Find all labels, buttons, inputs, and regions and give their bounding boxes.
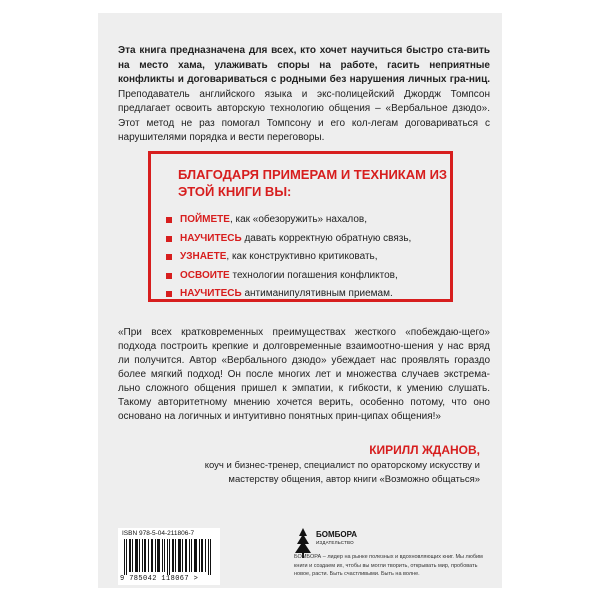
benefit-keyword: НАУЧИТЕСЬ [180, 232, 242, 244]
endorser-description: коуч и бизнес-тренер, специалист по ораторскому искусству и мастерству общения, автор книги «Возможно общаться» [204, 460, 480, 485]
bullet-square-icon [166, 236, 172, 242]
benefit-item [165, 212, 450, 230]
intro-sentence-1: Эта книга предназначена для всех, кто хочет научиться быстро ста-вить на место хама, улаживать споры на работе, гасить неприятные конфликты и договариваться с родными без нарушения личных гра-ниц. [118, 45, 490, 85]
barcode-icon [124, 539, 214, 575]
barcode-digits: 9 785042 118067 > [120, 575, 199, 583]
benefits-heading: БЛАГОДАРЯ ПРИМЕРАМ И ТЕХНИКАМ ИЗ ЭТОЙ КНИГИ ВЫ: [178, 167, 448, 199]
benefit-keyword: УЗНАЕТЕ [180, 251, 227, 262]
benefit-keyword: НАУЧИТЕСЬ [180, 288, 242, 299]
benefit-item [165, 249, 450, 267]
bullet-square-icon [166, 254, 172, 260]
publisher-description: БОМБОРА – лидер на рынке полезных и вдохновляющих книг. Мы любим книги и создаем их, чтобы вы могли творить, открывать мир, пробовать новое, расти. Быть счастливыми. Быть на волне. [294, 554, 483, 577]
benefits-box [148, 151, 453, 302]
endorser-name: КИРИЛЛ ЖДАНОВ, [369, 443, 480, 457]
benefit-item [165, 286, 450, 304]
benefit-item [165, 268, 450, 286]
intro-paragraph [118, 44, 490, 146]
bullet-square-icon [166, 273, 172, 279]
benefit-text: антиманипулятивным приемам. [241, 288, 393, 299]
isbn-number: ISBN 978-5-04-211806-7 [122, 530, 195, 537]
benefit-keyword: ПОЙМЕТЕ [180, 214, 230, 225]
benefit-item [165, 231, 450, 249]
intro-sentence-2: Преподаватель английского языка и экс-полицейский Джордж Томпсон предлагает освоить авторскую технологию общения – «Вербальное дзюдо». Этот метод не раз помогал Томпсону и его кол-легам договариваться с нарушителями порядка и вести переговоры. [118, 88, 490, 143]
isbn-barcode [118, 528, 220, 585]
benefits-list [165, 212, 450, 305]
publisher-logo-subtitle: ИЗДАТЕЛЬСТВО [316, 540, 354, 545]
benefit-keyword: ОСВОИТЕ [180, 269, 230, 281]
benefit-text: технологии погашения конфликтов, [229, 269, 398, 281]
publisher-logo-name: БОМБОРА [316, 530, 358, 539]
benefit-text: давать корректную обратную связь, [241, 232, 412, 244]
benefit-text: , как конструктивно критиковать, [226, 251, 378, 262]
benefit-text: , как «обезоружить» нахалов, [229, 214, 368, 225]
bullet-square-icon [166, 291, 172, 297]
endorsement-quote: «При всех кратковременных преимуществах жесткого «побеждаю-щего» подхода построить крепкие и долговременные взаимоотно-шения у нас вряд ли получится. Автор «Вербального дзюдо» убеждает нас проявлять гораздо более мягкий подход! Он после многих лет и множества случаев экстрема-льно сложного общения пришел к эмпатии, к гибкости, к умению слушать. Такому авторитетному мнению хочется верить, особенно потому, что оно основано на логичных и интуитивно понятных прин-ципах общения!» [118, 327, 490, 422]
bullet-square-icon [166, 217, 172, 223]
